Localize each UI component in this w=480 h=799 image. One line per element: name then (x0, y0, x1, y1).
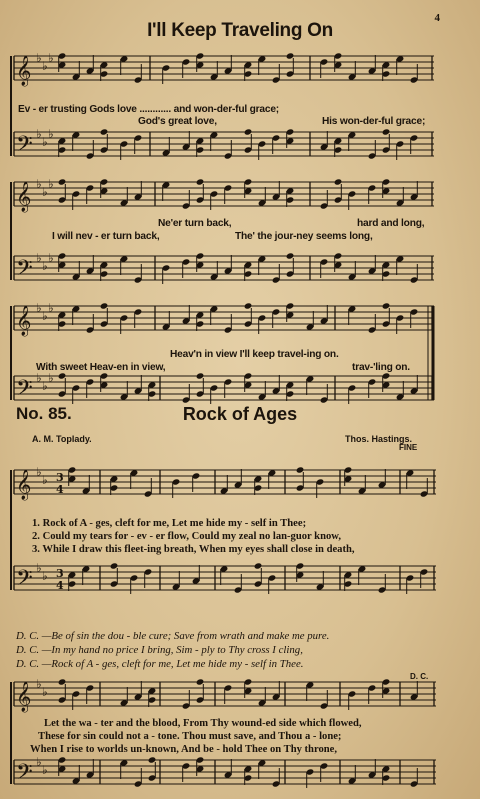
hymn-title-2: Rock of Ages (182, 404, 298, 424)
composer-credit: Thos. Hastings. (345, 434, 413, 444)
time-signature: 3 (56, 567, 64, 580)
flat-icon: ♭ (36, 755, 42, 769)
fine-marking: FINE (399, 443, 418, 452)
flat-icon: ♭ (36, 677, 42, 691)
lyric-line: Ev - er trusting Gods love ............ and won-der-ful grace; (18, 104, 280, 115)
dc-line: D. C. —In my hand no price I bring, Sim - ply to Thy cross I cling, (16, 644, 303, 656)
flat-icon: ♭ (42, 59, 48, 73)
clef-icon: 𝄞 (16, 682, 32, 712)
lyric-line: His won-der-ful grace; (322, 116, 426, 127)
clef-icon: 𝄞 (16, 470, 32, 500)
dc-marking: D. C. (410, 672, 429, 681)
flat-icon: ♭ (48, 127, 54, 141)
flat-icon: ♭ (36, 51, 42, 65)
dc-line: D. C. —Be of sin the dou - ble cure; Save from wrath and make me pure. (16, 630, 330, 642)
clef-icon: 𝄞 (16, 56, 32, 86)
time-signature: 4 (56, 483, 64, 496)
flat-icon: ♭ (42, 763, 48, 777)
hymn-number: No. 85. (16, 404, 72, 423)
flat-icon: ♭ (36, 301, 42, 315)
clef-icon: 𝄢 (16, 566, 33, 596)
flat-icon: ♭ (42, 379, 48, 393)
flat-icon: ♭ (42, 569, 48, 583)
flat-icon: ♭ (48, 177, 54, 191)
lyric-line: With sweet Heav-en in view, (36, 362, 166, 373)
flat-icon: ♭ (42, 185, 48, 199)
lyric-line: hard and long, (357, 218, 425, 229)
dc-line: D. C. —Rock of A - ges, cleft for me, Let me hide my - self in Thee. (16, 658, 304, 670)
hymn-title-1: I'll Keep Traveling On (147, 20, 333, 41)
flat-icon: ♭ (48, 51, 54, 65)
flat-icon: ♭ (36, 371, 42, 385)
clef-icon: 𝄢 (16, 760, 33, 790)
lyric-line: Ne'er turn back, (158, 218, 232, 229)
page-marker: 4 (434, 12, 440, 24)
flat-icon: ♭ (48, 251, 54, 265)
flat-icon: ♭ (48, 301, 54, 315)
flat-icon: ♭ (42, 685, 48, 699)
lyric-line: I will nev - er turn back, (52, 231, 160, 242)
time-signature: 3 (56, 471, 64, 484)
flat-icon: ♭ (42, 259, 48, 273)
flat-icon: ♭ (48, 371, 54, 385)
clef-icon: 𝄞 (16, 306, 32, 336)
lyric-line: The' the jour-ney seems long, (235, 231, 373, 242)
time-signature: 4 (56, 579, 64, 592)
flat-icon: ♭ (42, 135, 48, 149)
flat-icon: ♭ (36, 127, 42, 141)
flat-icon: ♭ (36, 251, 42, 265)
lyric-line: trav-'ling on. (352, 362, 410, 373)
verse-line: 3. While I draw this fleet-ing breath, When my eyes shall close in death, (32, 544, 355, 555)
lyric-line: Heav'n in view I'll keep travel-ing on. (170, 349, 339, 360)
verse-line: When I rise to worlds un-known, And be - hold Thee on Thy throne, (30, 744, 338, 755)
flat-icon: ♭ (36, 177, 42, 191)
lyric-line: God's great love, (138, 116, 217, 127)
clef-icon: 𝄢 (16, 132, 33, 162)
verse-line: 2. Could my tears for - ev - er flow, Could my zeal no lan-guor know, (32, 531, 341, 542)
flat-icon: ♭ (42, 473, 48, 487)
clef-icon: 𝄞 (16, 182, 32, 212)
flat-icon: ♭ (36, 561, 42, 575)
clef-icon: 𝄢 (16, 256, 33, 286)
verse-line: 1. Rock of A - ges, cleft for me, Let me hide my - self in Thee; (32, 518, 307, 529)
flat-icon: ♭ (42, 309, 48, 323)
author-credit: A. M. Toplady. (32, 434, 92, 444)
verse-line: These for sin could not a - tone. Thou must save, and Thou a - lone; (38, 731, 342, 742)
flat-icon: ♭ (36, 465, 42, 479)
verse-line: Let the wa - ter and the blood, From Thy wound-ed side which flowed, (44, 718, 362, 729)
clef-icon: 𝄢 (16, 376, 33, 406)
